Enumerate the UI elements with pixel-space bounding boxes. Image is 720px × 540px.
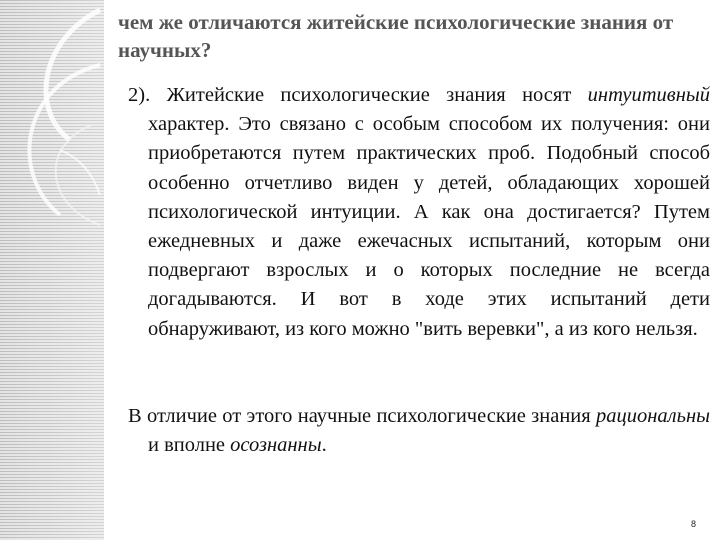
p2-mid: и вполне	[148, 434, 231, 457]
p2-start: В отличие от этого научные психологические знания	[128, 405, 596, 427]
paragraph-scientific-knowledge	[128, 402, 710, 460]
p2-end: .	[321, 434, 327, 457]
p2-emphasis-conscious: осознанны	[230, 434, 322, 457]
slide-title: чем же отличаются житейские психологические знания от научных?	[118, 10, 674, 62]
p1-rest: характер. Это связано с особым способом их получения: они приобретаются путем практических проб. Подобный способ особенно отчетливо виден у детей, обладающих хорошей психологической интуиции. А как она достигается? Путем ежедневных и даже ежечасных испытаний, которым они подвергают взрослых и о которых последние не всегда догадываются. И вот в ходе этих испытаний дети обнаруживают, из кого можно "вить веревки", а из кого нельзя.	[148, 113, 710, 340]
p1-start: 2). Житейские психологические знания носят	[128, 84, 588, 106]
decorative-swirl	[0, 0, 110, 540]
page-number: 8	[691, 519, 697, 529]
paragraph-everyday-knowledge	[128, 81, 710, 344]
p2-emphasis-rational: рациональны	[596, 405, 710, 427]
p1-emphasis-intuitive: интуитивный	[587, 84, 710, 106]
